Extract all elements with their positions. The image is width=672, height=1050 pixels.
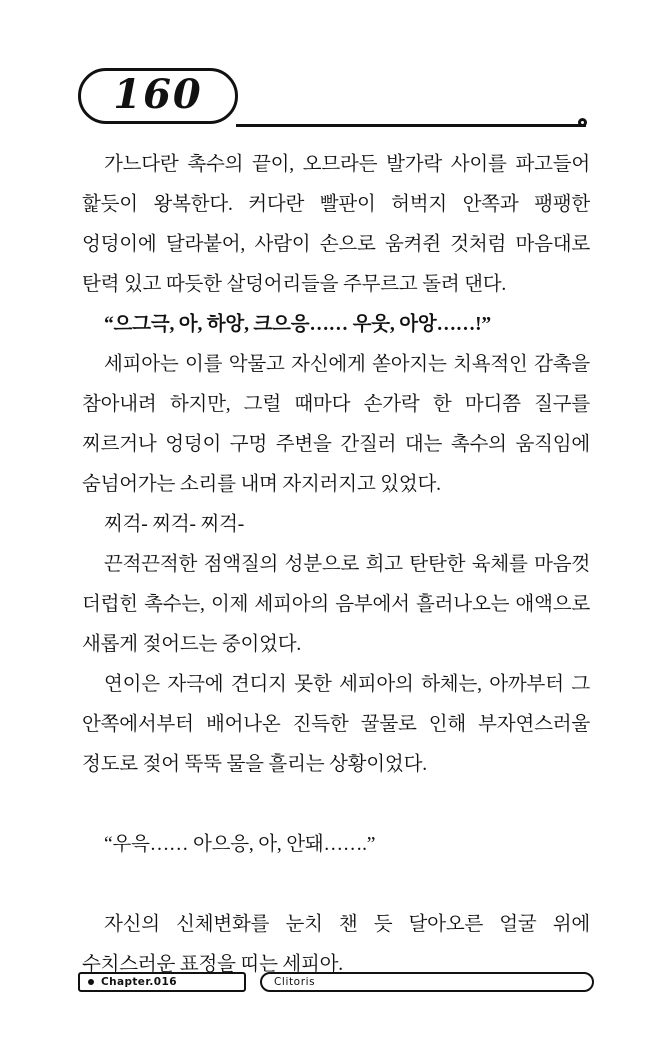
paragraph: 세피아는 이를 악물고 자신에게 쏟아지는 치욕적인 감촉을 참아내려 하지만, 그럴 때마다 손가락 한 마디쯤 질구를 찌르거나 엉덩이 구멍 주변을 간질러 대는 촉수의 움직임에 숨넘어가는 소리를 내며 자지러지고 있었다.: [82, 354, 590, 495]
paragraph-spacer: [82, 865, 590, 905]
paragraph: 끈적끈적한 점액질의 성분으로 희고 탄탄한 육체를 마음껏 더럽힌 촉수는, 이제 세피아의 음부에서 흘러나오는 애액으로 새롭게 젖어드는 중이었다.: [82, 554, 590, 655]
page-footer: [78, 972, 594, 996]
footer-title-label: Clitoris: [274, 976, 316, 988]
paragraph: 가느다란 촉수의 끝이, 오므라든 발가락 사이를 파고들어 핥듯이 왕복한다. 커다란 빨판이 허벅지 안쪽과 팽팽한 엉덩이에 달라붙어, 사람이 손으로 움켜쥔 것처럼 마음대로 탄력 있고 따듯한 살덩어리들을 주무르고 돌려 댄다.: [82, 154, 590, 295]
footer-chapter-label: Chapter.016: [101, 976, 177, 988]
paragraph: 자신의 신체변화를 눈치 챈 듯 달아오른 얼굴 위에 수치스러운 표정을 띠는 세피아.: [82, 914, 590, 975]
page-number-badge: [78, 68, 238, 124]
header-end-dot-icon: [578, 118, 587, 127]
paragraph-dialogue: “우윽…… 아으응, 아, 안돼…….”: [104, 834, 376, 855]
footer-chapter-badge: [78, 972, 246, 992]
page-body: [82, 145, 590, 985]
paragraph: 연이은 자극에 견디지 못한 세피아의 하체는, 아까부터 그 안쪽에서부터 배어나온 진득한 꿀물로 인해 부자연스러울 정도로 젖어 뚝뚝 물을 흘리는 상황이었다.: [82, 674, 590, 775]
paragraph-quote: “으그극, 아, 하앙, 크으응…… 우웃, 아앙……!”: [104, 314, 491, 335]
page-header: [78, 68, 594, 130]
paragraph: 찌걱- 찌걱- 찌걱-: [104, 514, 245, 535]
bullet-dot-icon: [88, 979, 94, 985]
footer-title-badge: [260, 972, 594, 992]
page-number: 160: [113, 70, 203, 118]
header-divider-line: [236, 124, 586, 127]
paragraph-spacer: [82, 785, 590, 825]
